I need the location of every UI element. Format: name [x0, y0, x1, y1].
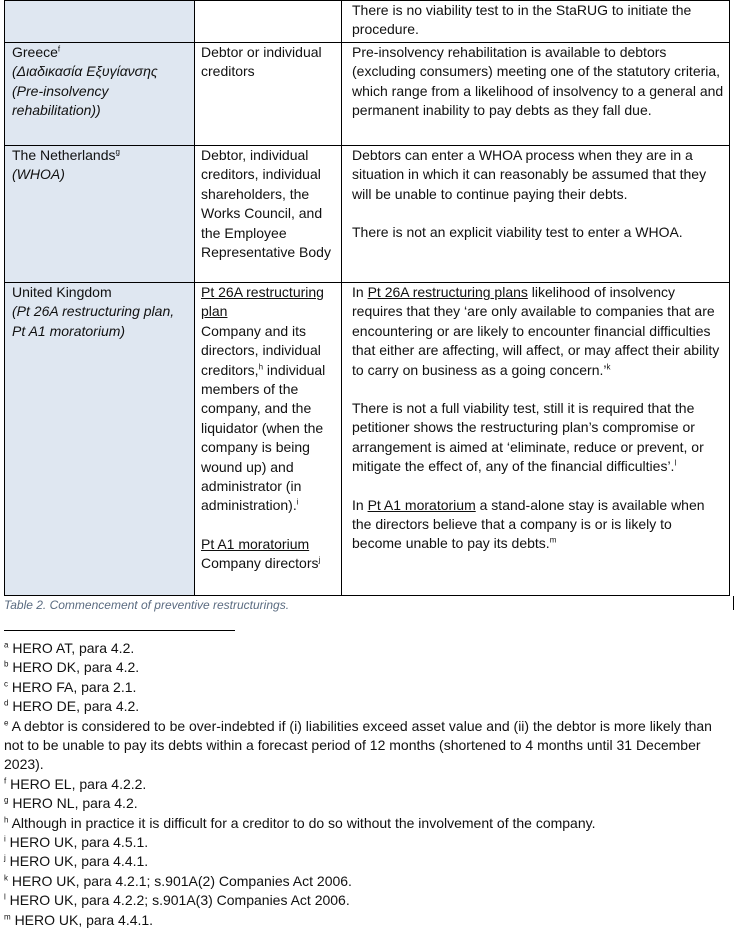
footnote-text: HERO UK, para 4.2.2; s.901A(3) Companies Act 2006. [9, 892, 350, 909]
country-name: Greece [12, 44, 58, 60]
country-cell: United Kingdom (Pt 26A restructuring plan, Pt A1 moratorium) [5, 283, 195, 596]
document-body [4, 0, 730, 596]
footnote [4, 775, 732, 794]
initiators-text: Company and its directors, individual creditors, [201, 322, 321, 378]
footnote-text: HERO DE, para 4.2. [12, 698, 140, 715]
country-name: The Netherlands [12, 147, 116, 163]
footnote [4, 717, 732, 775]
footnote-ref: l [674, 458, 677, 468]
footnote-ref: g [115, 147, 120, 157]
footnote [4, 833, 732, 852]
footnote-mark: j [4, 853, 6, 863]
text-cursor [733, 596, 734, 610]
footnote-mark: f [4, 776, 7, 786]
initiators-cell [195, 1, 342, 43]
conditions-cell [342, 1, 730, 43]
footnote-ref: h [258, 361, 264, 371]
footnote [4, 658, 732, 677]
footnote-ref: m [549, 535, 557, 545]
footnote-text: HERO UK, para 4.4.1. [14, 911, 154, 928]
commencement-table [4, 0, 730, 596]
footnote [4, 814, 732, 833]
footnote [4, 794, 732, 813]
footnote-mark: a [4, 640, 9, 650]
table-caption: Table 2. Commencement of preventive restructurings. [4, 598, 290, 612]
footnote-separator [4, 630, 235, 631]
footnote-text: HERO EL, para 4.2.2. [10, 775, 147, 792]
text-run: Pt A1 moratorium [367, 496, 476, 513]
table-row [5, 283, 730, 596]
footnote-mark: i [4, 834, 6, 844]
conditions-text: There is no viability test to in the StaRUG to initiate the procedure. [352, 2, 692, 38]
footnote-ref: j [318, 555, 321, 565]
procedure-name: Pt 26A restructuring plan, Pt A1 moratorium [12, 303, 175, 339]
conditions-text: Debtors can enter a WHOA process when they are in a situation in which it can reasonably be assumed that they will be unable to continue paying their debts. [352, 147, 707, 202]
footnote-mark: d [4, 698, 9, 708]
text-run: likelihood of insolvency requires that they ‘are only available to companies that are encountering or are likely to encounter financial difficulties that either are affecting, will affect, or may affect their ability to carry on business as a going concern.’ [352, 284, 720, 378]
conditions-cell [342, 146, 730, 283]
country-name: United Kingdom [12, 284, 112, 300]
procedure-name: Pre-insolvency rehabilitation [12, 82, 109, 119]
footnote-text: HERO UK, para 4.5.1. [9, 834, 149, 851]
footnote [4, 678, 732, 697]
footnote-ref: i [296, 497, 299, 507]
footnote [4, 872, 732, 891]
conditions-text: There is not an explicit viability test to enter a WHOA. [352, 224, 683, 241]
footnote-text: HERO FA, para 2.1. [11, 678, 137, 695]
footnote-mark: g [4, 795, 9, 805]
footnote [4, 891, 732, 910]
table-row [5, 146, 730, 283]
text-run: a stand-alone stay is available when the directors believe that a company is or is likely to become unable to pay its debts. [352, 496, 705, 552]
footnote-mark: h [4, 815, 9, 824]
table-row [5, 43, 730, 146]
footnote-text: HERO DK, para 4.2. [12, 659, 140, 676]
footnote-ref: f [57, 44, 61, 54]
procedure-greek: Διαδικασία Εξυγίανσης [16, 63, 158, 80]
footnote-text: HERO AT, para 4.2. [12, 640, 135, 656]
footnote-text: Although in practice it is difficult for a creditor to do so without the involvement of the company. [11, 814, 596, 831]
footnote-ref: k [606, 361, 611, 371]
footnote-text: HERO NL, para 4.2. [12, 795, 138, 812]
text-run: In [352, 496, 364, 513]
footnote-mark: b [4, 659, 9, 669]
footnote-mark: e [4, 717, 9, 727]
procedure-name: WHOA [16, 166, 61, 183]
footnote-text: HERO UK, para 4.4.1. [9, 853, 149, 870]
footnotes [4, 639, 732, 930]
conditions-cell [342, 283, 730, 596]
footnote-mark: c [4, 679, 8, 689]
footnote [4, 639, 732, 658]
initiators-cell: Debtor or individual creditors [195, 43, 342, 146]
text-run: In [352, 284, 364, 300]
conditions-text [352, 399, 725, 477]
country-cell: The Netherlands$^g$ (WHOA) [5, 146, 195, 283]
footnote-mark: m [4, 912, 11, 922]
plan-heading: Pt 26A restructuring plan [201, 284, 324, 320]
footnote [4, 852, 732, 871]
country-cell [5, 1, 195, 43]
text-run: Pt 26A restructuring plans [367, 284, 528, 300]
initiators-text: individual members of the company, and the liquidator (when the company is being wound up) and administrator (in administration). [201, 361, 326, 514]
conditions-text [352, 496, 725, 554]
footnote [4, 911, 732, 930]
footnote [4, 697, 732, 716]
conditions-cell: Pre-insolvency rehabilitation is available to debtors (excluding consumers) meeting one of the statutory criteria, which range from a likelihood of insolvency to a general and permanent inability to pay debts as they fall due. [342, 43, 730, 146]
footnote-mark: k [4, 873, 8, 883]
table-row [5, 1, 730, 43]
initiators-text: Company directors [201, 555, 319, 572]
country-cell: Greece$^f$ (Διαδικασία Εξυγίανσης (Pre-insolvency rehabilitation)) [5, 43, 195, 146]
moratorium-heading: Pt A1 moratorium [201, 535, 310, 552]
initiators-cell: Debtor, individual creditors, individual shareholders, the Works Council, and the Employee Representative Body [195, 146, 342, 283]
footnote-text: A debtor is considered to be over-indebted if (i) liabilities exceed asset value and (ii) the debtor is more likely than not to be unable to pay its debts within a forecast period of 12 months (shortened to 4 months until 31 December 2023). [4, 717, 712, 773]
initiators-cell [195, 283, 342, 596]
footnote-mark: l [4, 892, 6, 902]
text-run: There is not a full viability test, still it is required that the petitioner shows the restructuring plan’s compromise or arrangement is aimed at ‘eliminate, reduce or prevent, or mitigate the effect of, any of the financial difficulties’. [352, 400, 704, 475]
footnote-text: HERO UK, para 4.2.1; s.901A(2) Companies Act 2006. [11, 872, 352, 889]
conditions-text [352, 283, 725, 380]
